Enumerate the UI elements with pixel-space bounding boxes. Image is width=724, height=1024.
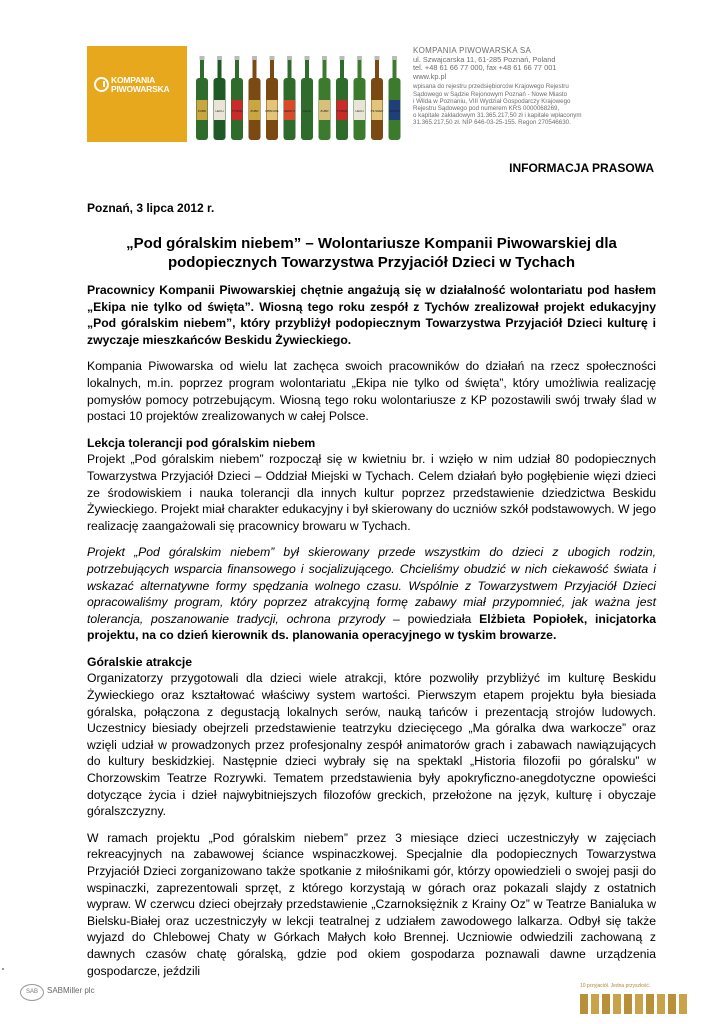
company-registry <box>413 83 653 126</box>
registry-line: i Wilda w Poznaniu, VIII Wydział Gospodarczy Krajowego <box>413 97 571 105</box>
registry-line: Rejestru Sądowego pod numerem KRS 0000068269, <box>413 104 560 112</box>
beer-bottle <box>231 56 243 140</box>
quote-attribution: – powiedziała <box>385 611 480 626</box>
company-website: www.kp.pl <box>413 71 447 81</box>
registry-line: wpisana do rejestru przedsiębiorców Krajowego Rejestru <box>413 83 569 91</box>
beer-bottle <box>336 56 348 140</box>
kompania-piwowarska-logo <box>87 46 187 142</box>
beer-bottle <box>319 56 331 140</box>
beer-bottle <box>214 56 226 140</box>
registry-line: 31.365.217,50 zł. NIP 646-03-25-155. Regon 270546630. <box>413 119 571 127</box>
footer-square <box>580 994 588 1014</box>
company-phone: tel. +48 61 66 77 000, fax +48 61 66 77 001 <box>413 63 557 73</box>
title-line-1: „Pod góralskim niebem” – Wolontariusze Kompanii Piwowarskiej dla <box>126 235 617 252</box>
footer-square <box>679 994 687 1014</box>
footer-square <box>613 994 621 1014</box>
footer-square <box>646 994 654 1014</box>
logo-line-2: PIWOWARSKA <box>111 84 170 94</box>
logo-text <box>111 76 169 94</box>
bottle-label-text: REDD'S <box>283 109 296 113</box>
logo-line-1: KOMPANIA <box>111 75 156 85</box>
paragraph-activities: W ramach projektu „Pod góralskim niebem” przez 3 miesiące dzieci uczestniczyły w zajęciach rekreacyjnych na zabawowej ściance wspinaczkowej. Specjalnie dla podopiecznych Towarzystwa Przyjaciół Dzieci zorganizowano także spotkanie z miłośnikami gór, którzy opowiedzieli o swojej pasji do wspinaczki, zaprezentowali sprzęt, z którego korzystają w górach oraz pokazali slajdy z ostatnich wypraw. W czerwcu dzieci obejrzały przedstawienie „Czarnoksiężnik z Krainy Oz” w Teatrze Banialuka w Bielsku-Białej oraz uczestniczyły w lekcji teatralnej z udziałem zawodowego lalkarza. Odbył się także wyjazd do Chlebowej Chaty w Górkach Małych koło Brennej. Uczniowie odwiedzili zachowaną z dawnych czasów chatę góralską, gdzie pod okiem gospodarza poznawali dawne urządzenia gospodarcze, jeździli <box>87 830 656 978</box>
company-info <box>413 47 653 127</box>
beer-bottle <box>301 56 313 140</box>
beer-bottle <box>249 56 261 140</box>
sabmiller-text: SABMiller plc <box>47 986 95 995</box>
paragraph-project: Projekt „Pod góralskim niebem” rozpoczął się w kwietniu br. i wzięło w nim udział 80 podopiecznych Towarzystwa Przyjaciół Dzieci – Oddział Miejski w Tychach. Celem działań było pogłębienie więzi dzieci ze środowiskiem i nauka tolerancji dla innych kultur poprzez przedstawienie dziedzictwa Beskidu Żywieckiego. Projekt miał charakter edukacyjny i był skierowany do uczniów szkół podstawowych. W jego realizację zaangażowali się pracownicy browaru w Tychach. <box>87 452 656 533</box>
bottle-label-text: LECH <box>302 109 312 113</box>
footer-squares-graphic <box>580 990 690 1016</box>
beer-bottle <box>196 56 208 140</box>
registry-line: Sądowego w Sądzie Rejonowym Poznań - Nowe Miasto <box>413 90 568 98</box>
beer-bottle <box>371 56 385 140</box>
beer-bottle <box>354 56 366 140</box>
quote-author: Elżbieta Popiołek, inicjatorka projektu, na co dzień kierownik ds. planowania operacyjnego w tyskim browarze. <box>87 611 656 643</box>
document-date: Poznań, 3 lipca 2012 r. <box>87 201 215 215</box>
bottle-label-text: LECH <box>355 109 364 113</box>
company-name: KOMPANIA PIWOWARSKA SA <box>413 46 532 55</box>
document-title <box>87 234 656 272</box>
bottle-label-text: LECH <box>215 109 224 113</box>
footer-square <box>635 994 643 1014</box>
footer-square <box>624 994 632 1014</box>
section-heading-attractions: Góralskie atrakcje <box>87 654 193 669</box>
bottle-label-text: ŻUBR <box>197 109 207 113</box>
margin-mark <box>2 968 4 970</box>
sabmiller-logo: SAB <box>20 984 44 1001</box>
brand-emblem-icon <box>94 77 109 92</box>
bottle-label-text: TYSKIE <box>231 109 243 113</box>
footer-square <box>668 994 676 1014</box>
lead-paragraph: Pracownicy Kompanii Piwowarskiej chętnie angażują się w działalność wolontariatu pod hasłem „Ekipa nie tylko od święta”. Wiosną tego roku zespół z Tychów zrealizował projekt edukacyjny „Pod góralskim niebem”, który przybliżył podopiecznym Towarzystwa Przyjaciół Dzieci kulturę i zwyczaje mieszkańców Beskidu Żywieckiego. <box>87 283 656 347</box>
title-line-2: podopiecznych Towarzystwa Przyjaciół Dzieci w Tychach <box>167 254 576 271</box>
beer-bottles-image <box>193 56 403 142</box>
beer-bottle <box>389 56 401 140</box>
beer-bottle <box>265 56 278 140</box>
bottle-label-text: PILSNER <box>370 109 384 113</box>
paragraph-intro: Kompania Piwowarska od wielu lat zachęca swoich pracowników do działań na rzecz społeczności lokalnych, m.in. poprzez program wolontariatu „Ekipa nie tylko od święta”, który umożliwia realizację pomysłów pomocy potrzebującym. Wiosną tego roku wolontariusze z KP pozostawili swój trwały ślad w postaci 10 projektów zrealizowanych w całej Polsce. <box>87 359 656 424</box>
section-heading-tolerance: Lekcja tolerancji pod góralskim niebem <box>87 435 316 450</box>
paragraph-attractions: Organizatorzy przygotowali dla dzieci wiele atrakcji, które pozwoliły przybliżyć im kulturę Beskidu Żywieckiego oraz kształtować właściwy system wartości. Pierwszym etapem projektu była biesiada góralska, połączona z degustacją lokalnych serów, nauką tańców i prezentacją strojów ludowych. Uczestnicy biesiady obejrzeli przedstawienie teatrzyku dziecięcego „Ma góralka dwa warkocze” oraz wzięli udział w prowadzonych przez profesjonalny zespół animatorów grach i zabawach nawiązujących do kultury beskidzkiej. Następnie dzieci wybrały się na spektakl „Historia filozofii po góralsku” w Chorzowskim Teatrze Rozrywki. Tematem przedstawienia były apokryficzno-anegdotyczne opowieści dotyczące życia i dzieł najwybitniejszych filozofów greckich, przełożone na język, kulturę i obyczaje góralszczyzny. <box>87 671 656 819</box>
document-content <box>87 282 656 989</box>
bottle-label-text: TYSKIE <box>336 109 348 113</box>
quote-text: Projekt „Pod góralskim niebem” był skierowany przede wszystkim do dzieci z ubogich rodzin, potrzebujących wsparcia finansowego i socjalizującego. Chcieliśmy obudzić w nich ciekawość świata i wskazać alternatywne formy spędzania wolnego czasu. Wspólnie z Towarzystwem Przyjaciół Dzieci opracowaliśmy program, który poprzez atrakcyjną formę zabawy miał przypomnieć, jak ważna jest tolerancja, poszanowanie tradycji, ochrona przyrody <box>87 545 656 626</box>
bottle-label-text: PERONI <box>388 109 401 113</box>
footer-tagline: 10 przyjaciół. Jedna przyszłość. <box>580 983 651 989</box>
bottle-label-text: ŻUBR <box>320 109 329 113</box>
footer-square <box>657 994 665 1014</box>
quote-paragraph <box>87 544 656 644</box>
registry-line: o kapitale zakładowym 31.365.217,50 zł i kapitale wpłaconym <box>413 112 582 120</box>
beer-bottle <box>284 56 296 140</box>
bottle-label-text: ŻUBR <box>250 109 259 113</box>
footer-square <box>602 994 610 1014</box>
bottle-label-text: DĘBOWE <box>265 109 279 113</box>
press-release-label: INFORMACJA PRASOWA <box>509 161 654 175</box>
footer-square <box>591 994 599 1014</box>
company-address: ul. Szwajcarska 11, 61-285 Poznań, Poland <box>413 54 556 64</box>
